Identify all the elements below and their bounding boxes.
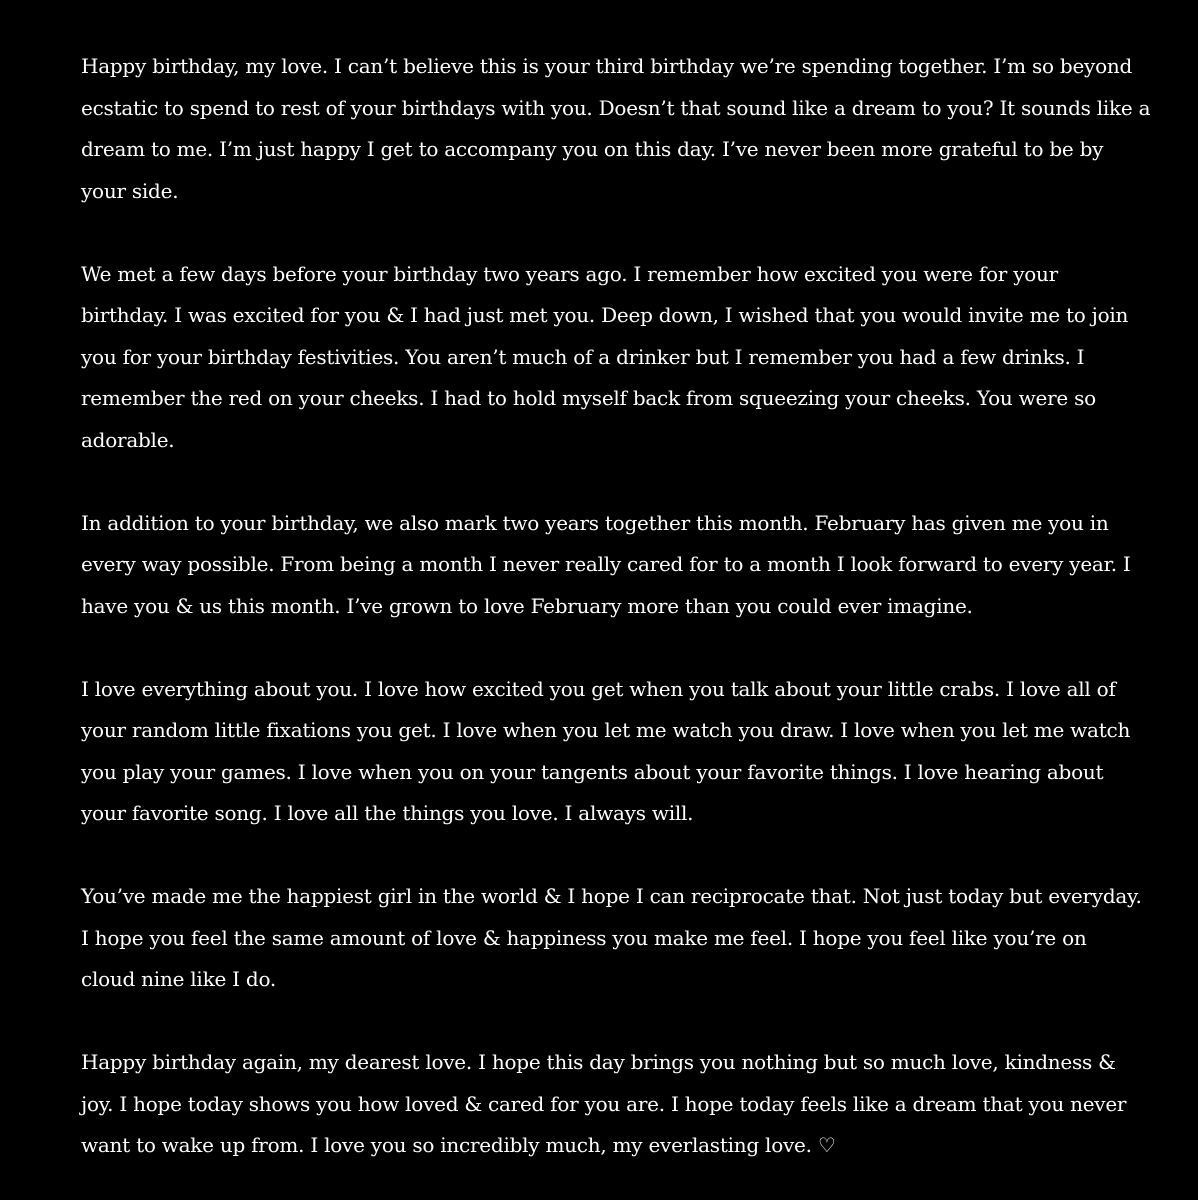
paragraph-4-line-4: your favorite song. I love all the things you love. I always will. [81, 801, 694, 825]
letter-body [81, 46, 1151, 1167]
paragraph-gap [81, 461, 1131, 503]
paragraph-1-line-2: ecstatic to spend to rest of your birthdays with you. Doesn’t that sound like a dream to you? It sounds like a [81, 95, 1151, 120]
paragraph-gap [81, 835, 1131, 877]
paragraph-4-line-2: your random little fixations you get. I love when you let me watch you draw. I love when you let me watch [81, 718, 1131, 742]
paragraph-6-line-3: want to wake up from. I love you so incredibly much, my everlasting love. ♡ [81, 1133, 836, 1157]
paragraph-6-line-1: Happy birthday again, my dearest love. I hope this day brings you nothing but so much love, kindness & [81, 1050, 1116, 1074]
paragraph-gap [81, 212, 1131, 254]
paragraph-5-line-1: You’ve made me the happiest girl in the world & I hope I can reciprocate that. Not just today but everyday. [81, 884, 1142, 908]
paragraph-6-line-2: joy. I hope today shows you how loved & cared for you are. I hope today feels like a dream that you never [81, 1091, 1127, 1116]
paragraph-gap [81, 1001, 1131, 1043]
paragraph-3-line-2: every way possible. From being a month I never really cared for to a month I look forward to every year. I [81, 552, 1131, 576]
paragraph-3-line-1: In addition to your birthday, we also mark two years together this month. February has given me you in [81, 510, 1109, 535]
paragraph-2-line-4: remember the red on your cheeks. I had to hold myself back from squeezing your cheeks. You were so [81, 386, 1096, 410]
paragraph-2-line-1: We met a few days before your birthday two years ago. I remember how excited you were for your [81, 261, 1058, 286]
paragraph-gap [81, 627, 1131, 669]
paragraph-2-line-2: birthday. I was excited for you & I had just met you. Deep down, I wished that you would invite me to join [81, 303, 1129, 327]
paragraph-2-line-3: you for your birthday festivities. You aren’t much of a drinker but I remember you had a few drinks. I [81, 344, 1085, 369]
paragraph-1-line-4: your side. [81, 178, 179, 203]
paragraph-2-line-5: adorable. [81, 427, 175, 452]
paragraph-4-line-1: I love everything about you. I love how excited you get when you talk about your little crabs. I love all of [81, 676, 1116, 701]
paragraph-5-line-3: cloud nine like I do. [81, 967, 276, 991]
paragraph-1-line-1: Happy birthday, my love. I can’t believe this is your third birthday we’re spending together. I’m so beyond [81, 54, 1133, 78]
paragraph-1-line-3: dream to me. I’m just happy I get to accompany you on this day. I’ve never been more grateful to be by [81, 137, 1104, 161]
paragraph-3-line-3: have you & us this month. I’ve grown to love February more than you could ever imagine. [81, 593, 973, 618]
paragraph-5-line-2: I hope you feel the same amount of love & happiness you make me feel. I hope you feel like you’re on [81, 925, 1087, 950]
paragraph-4-line-3: you play your games. I love when you on your tangents about your favorite things. I love hearing about [81, 759, 1104, 784]
